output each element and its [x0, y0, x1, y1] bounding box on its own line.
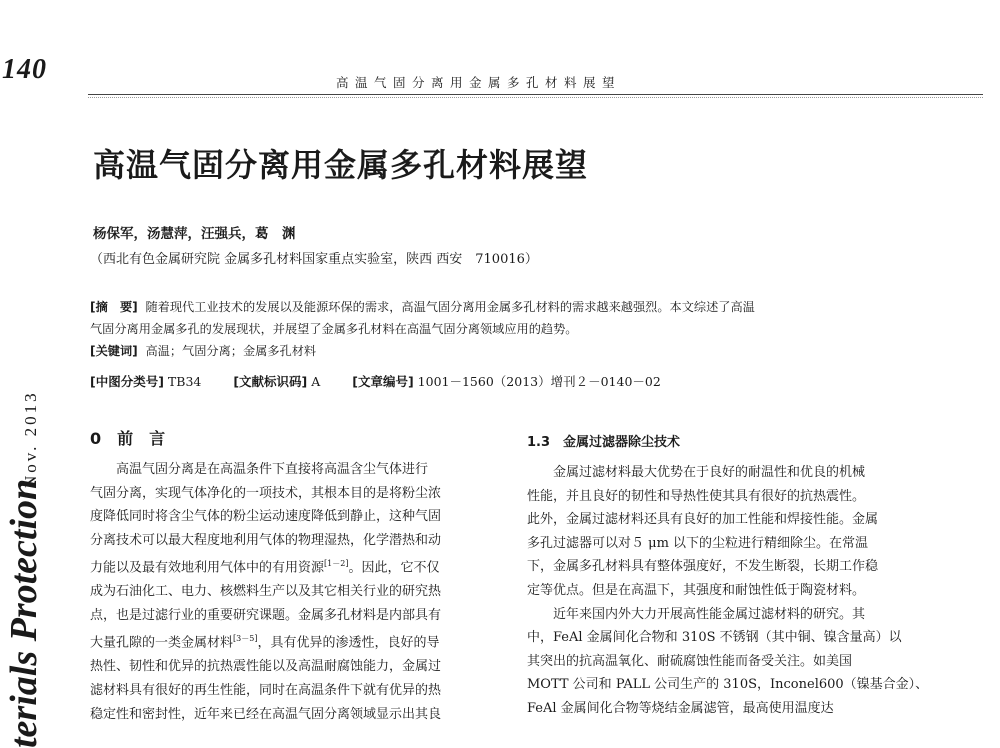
body-line-text: 。因此，它不仅 — [348, 560, 440, 576]
article-affiliation: （西北有色金属研究院 金属多孔材料国家重点实验室，陕西 西安 710016） — [90, 252, 538, 267]
keywords-label: [关键词] — [90, 344, 138, 358]
body-line — [90, 627, 500, 655]
body-line — [90, 458, 500, 482]
sidebar-journal-name: terials Protection — [3, 478, 45, 748]
body-line: 定等优点。但是在高温下，其强度和耐蚀性低于陶瓷材料。 — [527, 582, 866, 598]
body-line: 稳定性和密封性，近年来已经在高温气固分离领域显示出其良 — [90, 706, 442, 722]
body-line: 气固分离，实现气体净化的一项技术，其根本目的是将粉尘浓 — [90, 485, 442, 501]
header-rule — [88, 94, 983, 95]
body-line — [527, 461, 937, 485]
citation-ref: [1－2] — [324, 559, 349, 569]
abstract-line-1 — [90, 296, 980, 318]
body-line: 点，也是过滤行业的重要研究课题。金属多孔材料是内部具有 — [90, 607, 442, 623]
left-column-body — [90, 458, 500, 726]
body-line: 中，FeAl 金属间化合物和 310S 不锈钢（其中铜、镍含量高）以 — [527, 630, 902, 646]
classification-line — [90, 372, 661, 390]
abstract-text-1: 随着现代工业技术的发展以及能源环保的需求，高温气固分离用金属多孔材料的需求越来越强烈。本文综述了高温 — [145, 300, 755, 314]
body-line: 度降低同时将含尘气体的粉尘运动速度降低到静止，这种气固 — [90, 509, 442, 525]
doc-code-label: [文献标识码] — [233, 374, 308, 389]
clc-label: [中图分类号] — [90, 374, 164, 389]
doc-code-value: A — [311, 374, 321, 389]
article-title: 高温气固分离用金属多孔材料展望 — [93, 146, 589, 184]
body-line: 分离技术可以最大程度地利用气体的物理湿热，化学潜热和动 — [90, 532, 442, 548]
keywords-line — [90, 340, 980, 362]
body-line-text: ，具有优异的渗透性，良好的导 — [257, 635, 440, 651]
body-line: FeAl 金属间化合物等烧结金属滤管，最高使用温度达 — [527, 700, 834, 716]
body-line — [90, 552, 500, 580]
abstract-text-2: 气固分离用金属多孔的发展现状，并展望了金属多孔材料在高温气固分离领域应用的趋势。 — [90, 322, 578, 336]
article-authors: 杨保军，汤慧萍，汪强兵，葛 渊 — [93, 226, 296, 242]
clc-value: TB34 — [167, 374, 202, 389]
section-heading-filter: 1.3 金属过滤器除尘技术 — [527, 435, 681, 450]
sidebar-date: Nov. 2013 — [21, 390, 40, 488]
body-line: 其突出的抗高温氧化、耐硫腐蚀性能而备受关注。如美国 — [527, 653, 853, 669]
body-line-text: 力能以及最有效地利用气体中的有用资源 — [90, 560, 325, 576]
body-line-text: 近年来国内外大力开展高性能金属过滤材料的研究。其 — [553, 606, 866, 622]
citation-ref: [3－5] — [233, 634, 258, 644]
running-header: 高温气固分离用金属多孔材料展望 — [336, 75, 622, 90]
article-no-label: [文章编号] — [352, 374, 414, 389]
body-line: 热性、韧性和优异的抗热震性能以及高温耐腐蚀能力，金属过 — [90, 659, 442, 675]
abstract-block — [90, 296, 980, 362]
abstract-line-2 — [90, 318, 980, 340]
body-line-text: 高温气固分离是在高温条件下直接将高温含尘气体进行 — [116, 462, 429, 477]
body-line — [527, 603, 937, 627]
body-line: 下，金属多孔材料具有整体强度好，不发生断裂，长期工作稳 — [527, 559, 879, 575]
body-line: 性能，并且良好的韧性和导热性使其具有很好的抗热震性。 — [527, 488, 866, 504]
right-column — [527, 431, 937, 721]
body-line: MOTT 公司和 PALL 公司生产的 310S，Inconel600（镍基合金）、 — [527, 677, 929, 693]
article-no-value: 1001－1560（2013）增刊２－0140－02 — [417, 374, 661, 389]
body-line: 此外，金属过滤材料还具有良好的加工性能和焊接性能。金属 — [527, 512, 879, 528]
body-line-text: 金属过滤材料最大优势在于良好的耐温性和优良的机械 — [553, 465, 866, 480]
right-column-body — [527, 461, 937, 721]
body-line-text: 大量孔隙的一类金属材料 — [90, 635, 234, 651]
keywords-text: 高温；气固分离；金属多孔材料 — [145, 344, 317, 358]
left-column — [90, 426, 500, 726]
header-rule-dotted — [88, 97, 983, 98]
page-number: 140 — [2, 54, 47, 85]
body-line: 滤材料具有很好的再生性能，同时在高温条件下就有优异的热 — [90, 683, 442, 698]
body-line: 多孔过滤器可以对５ μm 以下的尘粒进行精细除尘。在常温 — [527, 535, 869, 551]
body-line: 成为石油化工、电力、核燃料生产以及其它相关行业的研究热 — [90, 584, 442, 600]
section-heading-introduction: 0 前 言 — [90, 429, 166, 448]
abstract-label: [摘 要] — [90, 300, 138, 314]
